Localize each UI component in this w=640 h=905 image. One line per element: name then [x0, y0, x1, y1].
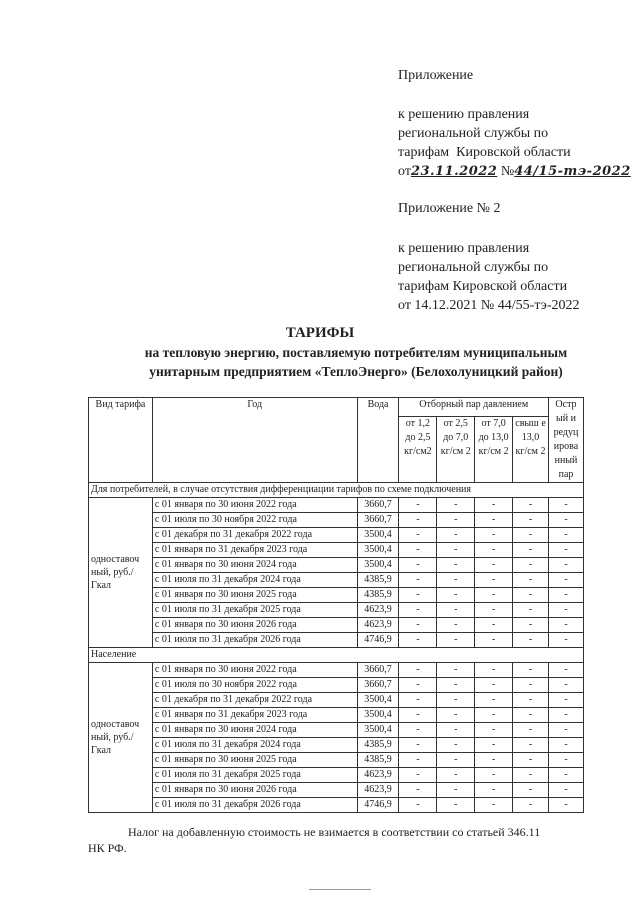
dash-cell: -	[437, 588, 475, 603]
dash-cell: -	[513, 798, 549, 813]
water-value-cell: 4746,9	[357, 633, 399, 648]
dash-cell: -	[548, 618, 583, 633]
tariff-type-cell: одноставоч ный, руб./Гкал	[89, 498, 153, 648]
dash-cell: -	[513, 708, 549, 723]
water-value-cell: 3500,4	[357, 558, 399, 573]
dash-cell: -	[399, 558, 437, 573]
appendix1-block	[398, 66, 631, 181]
dash-cell: -	[513, 768, 549, 783]
appendix2-block	[398, 199, 628, 315]
period-cell: с 01 июля по 31 декабря 2025 года	[152, 603, 357, 618]
water-value-cell: 4623,9	[357, 768, 399, 783]
appendix1-line1: к решению правления	[398, 107, 530, 122]
table-row	[89, 798, 584, 813]
table-row	[89, 603, 584, 618]
dash-cell: -	[475, 558, 513, 573]
period-cell: с 01 июля по 31 декабря 2026 года	[152, 798, 357, 813]
dash-cell: -	[548, 738, 583, 753]
period-cell: с 01 января по 30 июня 2025 года	[152, 588, 357, 603]
period-cell: с 01 января по 31 декабря 2023 года	[152, 543, 357, 558]
table-row	[89, 738, 584, 753]
period-cell: с 01 декабря по 31 декабря 2022 года	[152, 528, 357, 543]
dash-cell: -	[475, 738, 513, 753]
dash-cell: -	[548, 798, 583, 813]
period-cell: с 01 января по 31 декабря 2023 года	[152, 708, 357, 723]
period-cell: с 01 января по 30 июня 2025 года	[152, 753, 357, 768]
table-row	[89, 558, 584, 573]
water-value-cell: 4385,9	[357, 753, 399, 768]
appendix2-line2: региональной службы по	[398, 260, 549, 275]
header-steam: Отборный пар давлением	[399, 398, 549, 417]
table-row	[89, 693, 584, 708]
period-cell: с 01 декабря по 31 декабря 2022 года	[152, 693, 357, 708]
table-row	[89, 768, 584, 783]
water-value-cell: 3660,7	[357, 678, 399, 693]
appendix1-line3: тарифам Кировской области	[398, 145, 571, 160]
dash-cell: -	[513, 738, 549, 753]
header-sharp-steam: Остр ый и редуц ирова нный пар	[548, 398, 583, 483]
header-pressure-1: от 1,2 до 2,5 кг/см2	[399, 417, 437, 483]
dash-cell: -	[548, 768, 583, 783]
dash-cell: -	[437, 693, 475, 708]
dash-cell: -	[437, 573, 475, 588]
dash-cell: -	[513, 618, 549, 633]
dash-cell: -	[548, 693, 583, 708]
dash-cell: -	[513, 753, 549, 768]
dash-cell: -	[399, 603, 437, 618]
appendix1-title: Приложение	[398, 68, 474, 83]
number-sign: №	[500, 164, 515, 179]
period-cell: с 01 июля по 31 декабря 2025 года	[152, 768, 357, 783]
dash-cell: -	[475, 513, 513, 528]
dash-cell: -	[475, 783, 513, 798]
table-row	[89, 513, 584, 528]
dash-cell: -	[399, 633, 437, 648]
consumers-rows	[89, 498, 584, 648]
table-row	[89, 498, 584, 513]
dash-cell: -	[437, 783, 475, 798]
appendix1-date-line	[398, 162, 631, 181]
document-title: ТАРИФЫ	[285, 325, 355, 341]
dash-cell: -	[475, 498, 513, 513]
table-row	[89, 663, 584, 678]
water-value-cell: 4746,9	[357, 798, 399, 813]
dash-cell: -	[399, 738, 437, 753]
dash-cell: -	[513, 603, 549, 618]
period-cell: с 01 января по 30 июня 2022 года	[152, 498, 357, 513]
dash-cell: -	[437, 543, 475, 558]
table-row	[89, 633, 584, 648]
appendix1-line2: региональной службы по	[398, 126, 549, 141]
table-row	[89, 723, 584, 738]
dash-cell: -	[513, 498, 549, 513]
dash-cell: -	[513, 528, 549, 543]
header-water: Вода	[357, 398, 399, 483]
appendix2-line3: тарифам Кировской области	[398, 279, 568, 294]
water-value-cell: 3500,4	[357, 528, 399, 543]
water-value-cell: 3500,4	[357, 693, 399, 708]
tariff-type-cell: одноставоч ный, руб./Гкал	[89, 663, 153, 813]
period-cell: с 01 июля по 30 ноября 2022 года	[152, 678, 357, 693]
dash-cell: -	[513, 693, 549, 708]
dash-cell: -	[475, 693, 513, 708]
dash-cell: -	[437, 678, 475, 693]
footer-note	[88, 824, 598, 856]
period-cell: с 01 января по 30 июня 2024 года	[152, 723, 357, 738]
water-value-cell: 4385,9	[357, 573, 399, 588]
dash-cell: -	[437, 633, 475, 648]
dash-cell: -	[437, 798, 475, 813]
water-value-cell: 3500,4	[357, 708, 399, 723]
table-row	[89, 588, 584, 603]
table-row	[89, 753, 584, 768]
dash-cell: -	[399, 618, 437, 633]
dash-cell: -	[437, 528, 475, 543]
dash-cell: -	[475, 588, 513, 603]
dash-cell: -	[513, 573, 549, 588]
period-cell: с 01 июля по 31 декабря 2026 года	[152, 633, 357, 648]
dash-cell: -	[475, 528, 513, 543]
dash-cell: -	[399, 768, 437, 783]
dash-cell: -	[513, 633, 549, 648]
dash-cell: -	[437, 558, 475, 573]
water-value-cell: 4385,9	[357, 588, 399, 603]
table-row	[89, 543, 584, 558]
footer-line1: Налог на добавленную стоимость не взимается в соответствии со статьей 346.11	[128, 825, 541, 839]
dash-cell: -	[437, 738, 475, 753]
header-tariff-type: Вид тарифа	[89, 398, 153, 483]
water-value-cell: 3660,7	[357, 663, 399, 678]
dash-cell: -	[437, 663, 475, 678]
dash-cell: -	[475, 798, 513, 813]
period-cell: с 01 января по 30 июня 2026 года	[152, 783, 357, 798]
dash-cell: -	[399, 753, 437, 768]
dash-cell: -	[548, 783, 583, 798]
dash-cell: -	[548, 588, 583, 603]
tariff-table	[88, 397, 584, 813]
dash-cell: -	[548, 513, 583, 528]
dash-cell: -	[399, 543, 437, 558]
dash-cell: -	[548, 543, 583, 558]
section-consumers-label: Для потребителей, в случае отсутствия дифференциации тарифов по схеме подключения	[89, 483, 584, 498]
dash-cell: -	[475, 603, 513, 618]
population-rows	[89, 663, 584, 813]
dash-cell: -	[399, 783, 437, 798]
dash-cell: -	[437, 498, 475, 513]
dash-cell: -	[399, 498, 437, 513]
table-row	[89, 708, 584, 723]
document-subtitle-2: унитарным предприятием «ТеплоЭнерго» (Белохолуницкий район)	[149, 364, 563, 379]
table-row	[89, 783, 584, 798]
dash-cell: -	[475, 768, 513, 783]
footer-line2: НК РФ.	[88, 841, 127, 855]
dash-cell: -	[513, 783, 549, 798]
period-cell: с 01 января по 30 июня 2026 года	[152, 618, 357, 633]
dash-cell: -	[399, 588, 437, 603]
dash-cell: -	[548, 678, 583, 693]
dash-cell: -	[399, 693, 437, 708]
dash-cell: -	[399, 798, 437, 813]
header-row-1	[89, 398, 584, 417]
dash-cell: -	[437, 513, 475, 528]
header-year: Год	[152, 398, 357, 483]
dash-cell: -	[437, 723, 475, 738]
dash-cell: -	[548, 498, 583, 513]
dash-cell: -	[475, 753, 513, 768]
dash-cell: -	[513, 513, 549, 528]
dash-cell: -	[548, 528, 583, 543]
dash-cell: -	[475, 633, 513, 648]
dash-cell: -	[475, 573, 513, 588]
dash-cell: -	[399, 723, 437, 738]
dash-cell: -	[548, 723, 583, 738]
date-prefix: от	[398, 164, 411, 179]
table-row	[89, 573, 584, 588]
section-row-population	[89, 648, 584, 663]
dash-cell: -	[399, 708, 437, 723]
appendix2-line1: к решению правления	[398, 241, 530, 256]
dash-cell: -	[513, 588, 549, 603]
dash-cell: -	[399, 678, 437, 693]
dash-cell: -	[399, 513, 437, 528]
water-value-cell: 4385,9	[357, 738, 399, 753]
dash-cell: -	[513, 723, 549, 738]
handwritten-number: 44/15-тэ-2022	[514, 164, 631, 179]
dash-cell: -	[475, 618, 513, 633]
dash-cell: -	[513, 663, 549, 678]
handwritten-date: 23.11.2022	[410, 164, 498, 179]
dash-cell: -	[548, 603, 583, 618]
dash-cell: -	[399, 573, 437, 588]
section-population-label: Население	[89, 648, 584, 663]
period-cell: с 01 июля по 30 ноября 2022 года	[152, 513, 357, 528]
dash-cell: -	[475, 663, 513, 678]
water-value-cell: 3660,7	[357, 498, 399, 513]
dash-cell: -	[437, 618, 475, 633]
appendix2-title: Приложение № 2	[398, 201, 501, 216]
dash-cell: -	[513, 543, 549, 558]
period-cell: с 01 января по 30 июня 2024 года	[152, 558, 357, 573]
dash-cell: -	[548, 708, 583, 723]
period-cell: с 01 января по 30 июня 2022 года	[152, 663, 357, 678]
dash-cell: -	[548, 753, 583, 768]
water-value-cell: 4623,9	[357, 618, 399, 633]
header-pressure-3: от 7,0 до 13,0 кг/см 2	[475, 417, 513, 483]
section-row-consumers	[89, 483, 584, 498]
table-row	[89, 678, 584, 693]
dash-cell: -	[399, 528, 437, 543]
bottom-rule	[309, 889, 371, 890]
dash-cell: -	[513, 558, 549, 573]
dash-cell: -	[548, 558, 583, 573]
dash-cell: -	[475, 723, 513, 738]
dash-cell: -	[475, 708, 513, 723]
dash-cell: -	[548, 663, 583, 678]
period-cell: с 01 июля по 31 декабря 2024 года	[152, 738, 357, 753]
table-row	[89, 618, 584, 633]
document-subtitle-1: на тепловую энергию, поставляемую потребителям муниципальным	[144, 345, 568, 360]
water-value-cell: 3500,4	[357, 723, 399, 738]
dash-cell: -	[437, 708, 475, 723]
header-pressure-2: от 2,5 до 7,0 кг/см 2	[437, 417, 475, 483]
water-value-cell: 4623,9	[357, 783, 399, 798]
dash-cell: -	[548, 633, 583, 648]
dash-cell: -	[437, 753, 475, 768]
dash-cell: -	[399, 663, 437, 678]
dash-cell: -	[475, 678, 513, 693]
dash-cell: -	[548, 573, 583, 588]
dash-cell: -	[437, 768, 475, 783]
header-pressure-4: свыш е 13,0 кг/см 2	[513, 417, 549, 483]
period-cell: с 01 июля по 31 декабря 2024 года	[152, 573, 357, 588]
water-value-cell: 3500,4	[357, 543, 399, 558]
appendix2-line4: от 14.12.2021 № 44/55-тэ-2022	[398, 298, 580, 313]
dash-cell: -	[475, 543, 513, 558]
water-value-cell: 3660,7	[357, 513, 399, 528]
water-value-cell: 4623,9	[357, 603, 399, 618]
dash-cell: -	[513, 678, 549, 693]
table-row	[89, 528, 584, 543]
dash-cell: -	[437, 603, 475, 618]
